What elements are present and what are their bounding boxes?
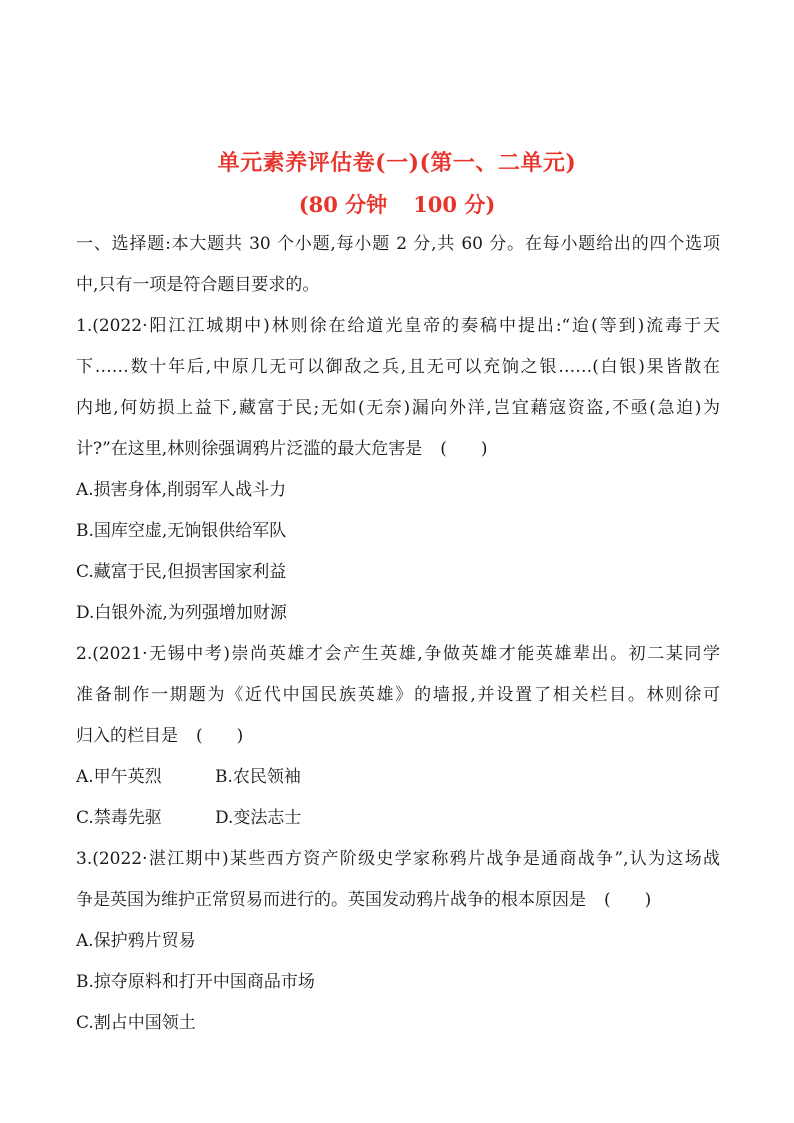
question-stem-text: 归入的栏目是 xyxy=(76,726,178,746)
option-c: C.藏富于民,但损害国家利益 xyxy=(76,562,287,582)
question-stem-text: 争是英国为维护正常贸易而进行的。英国发动鸦片战争的根本原因是 xyxy=(76,890,586,910)
question-1 xyxy=(76,306,720,634)
option-a: A.损害身体,削弱军人战斗力 xyxy=(76,480,287,500)
exam-content xyxy=(76,224,720,1044)
exam-total-score: 100 分) xyxy=(413,192,496,217)
exam-duration: (80 分钟 xyxy=(298,192,388,217)
question-3 xyxy=(76,839,720,1044)
answer-blank: ( ) xyxy=(604,890,652,910)
option-row xyxy=(76,798,720,839)
question-stem-line xyxy=(76,880,720,921)
question-stem-line: 准备制作一期题为《近代中国民族英雄》的墙报,并设置了相关栏目。林则徐可 xyxy=(76,685,720,705)
instruction-line: 中,只有一项是符合题目要求的。 xyxy=(76,275,320,295)
answer-blank: ( ) xyxy=(440,439,488,459)
option-a: A.甲午英烈 xyxy=(76,767,162,787)
option-b: B.国库空虚,无饷银供给军队 xyxy=(76,521,287,541)
question-stem-line: 内地,何妨损上益下,藏富于民;无如(无奈)漏向外洋,岂宜藉寇资盗,不亟(急迫)为 xyxy=(76,398,720,418)
page-subtitle xyxy=(0,189,794,219)
option-d: D.白银外流,为列强增加财源 xyxy=(76,603,287,623)
section-instructions xyxy=(76,224,720,306)
option-b: B.农民领袖 xyxy=(215,767,301,787)
question-stem-line: 2.(2021·无锡中考)崇尚英雄才会产生英雄,争做英雄才能英雄辈出。初二某同学 xyxy=(76,644,720,664)
question-stem-line xyxy=(76,429,720,470)
option-b: B.掠夺原料和打开中国商品市场 xyxy=(76,972,315,992)
question-2 xyxy=(76,634,720,839)
option-row xyxy=(76,757,720,798)
option-a: A.保护鸦片贸易 xyxy=(76,931,196,951)
question-stem-line: 1.(2022·阳江江城期中)林则徐在给道光皇帝的奏稿中提出:“迨(等到)流毒于天 xyxy=(76,316,720,336)
option-c: C.禁毒先驱 xyxy=(76,808,162,828)
answer-blank: ( ) xyxy=(196,726,244,746)
question-stem-line xyxy=(76,716,720,757)
option-d: D.变法志士 xyxy=(215,808,302,828)
question-stem-line: 3.(2022·湛江期中)某些西方资产阶级史学家称鸦片战争是通商战争”,认为这场战 xyxy=(76,849,720,869)
option-c: C.割占中国领土 xyxy=(76,1013,196,1033)
question-stem-text: 计?”在这里,林则徐强调鸦片泛滥的最大危害是 xyxy=(76,439,423,459)
instruction-line: 一、选择题:本大题共 30 个小题,每小题 2 分,共 60 分。在每小题给出的四个选项 xyxy=(76,234,720,254)
question-stem-line: 下……数十年后,中原几无可以御敌之兵,且无可以充饷之银……(白银)果皆散在 xyxy=(76,357,720,377)
page-title: 单元素养评估卷(一)(第一、二单元) xyxy=(217,150,577,176)
